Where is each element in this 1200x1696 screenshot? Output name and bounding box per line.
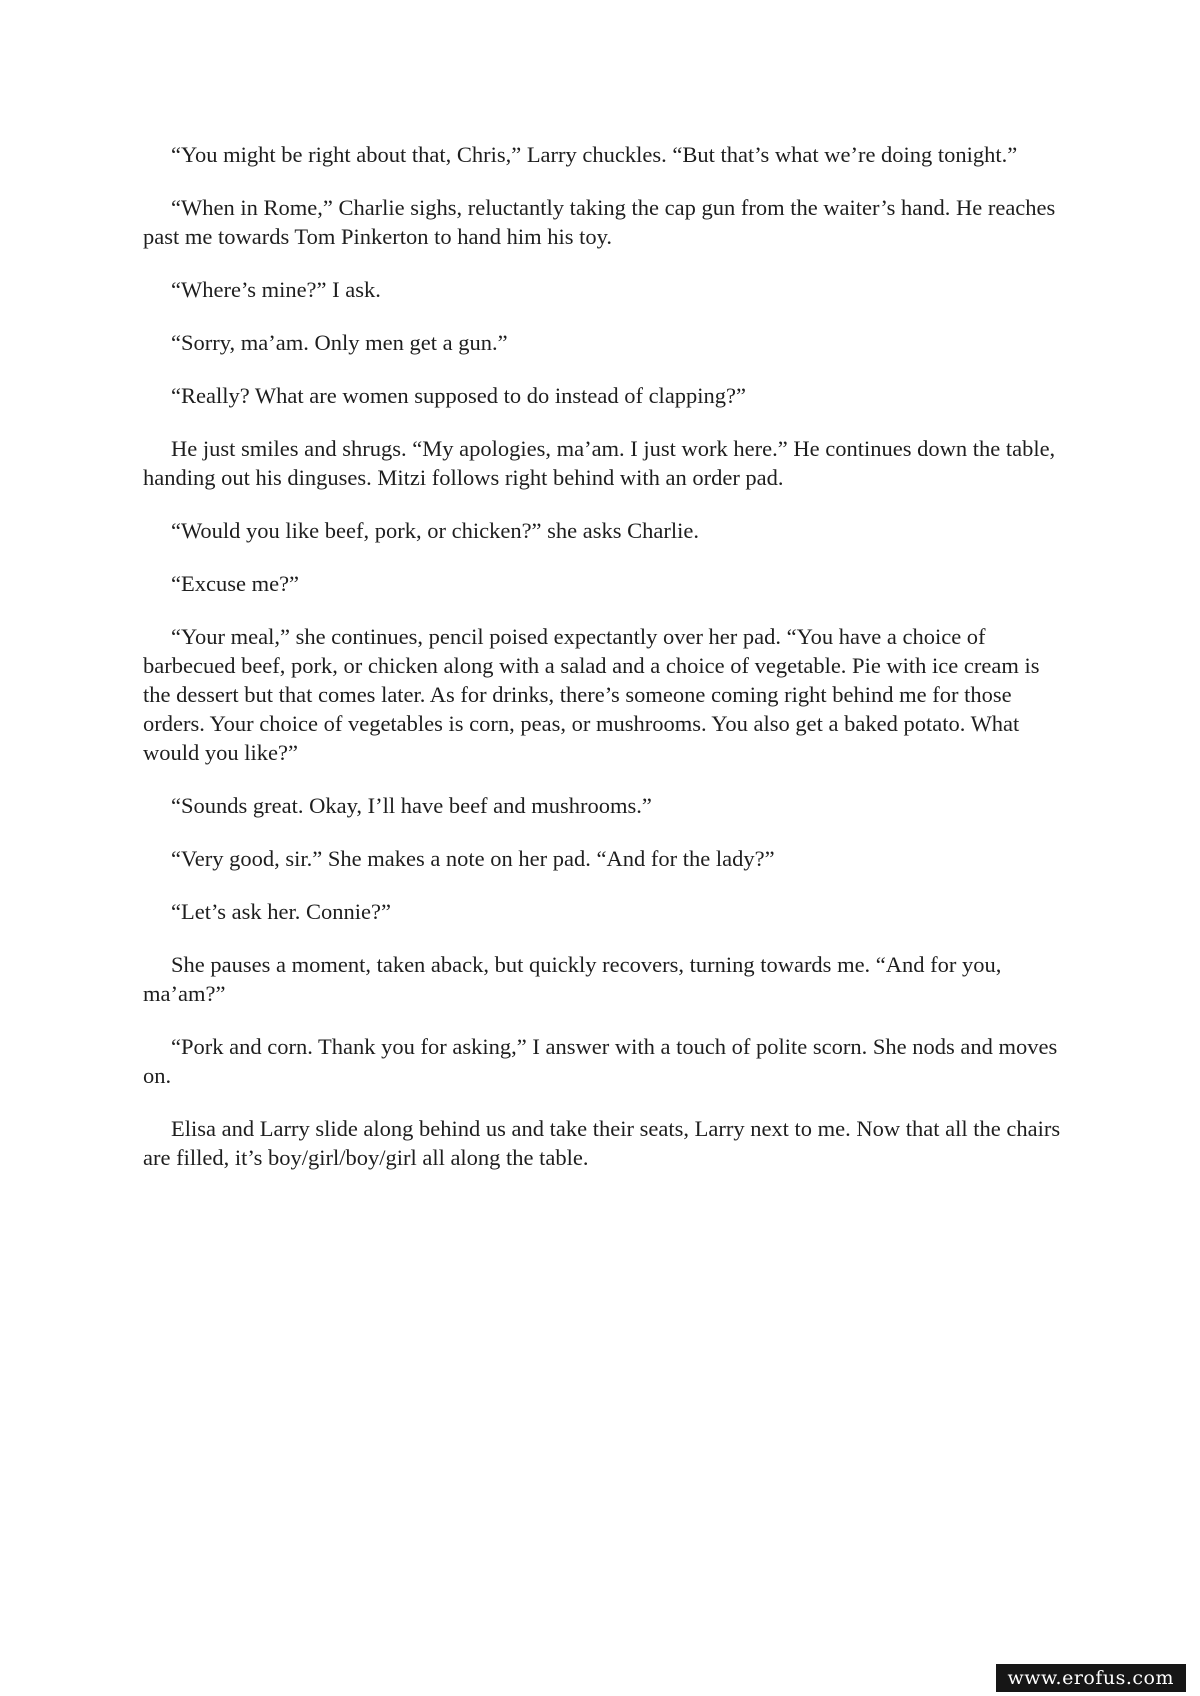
body-text [143,140,1063,1196]
paragraph: “Let’s ask her. Connie?” [171,899,391,924]
paragraph: “Where’s mine?” I ask. [171,277,381,302]
paragraph: “Pork and corn. Thank you for asking,” I answer with a touch of polite scorn. She nods and moves on. [143,1034,1058,1088]
paragraph: “Very good, sir.” She makes a note on her pad. “And for the lady?” [171,846,775,871]
site-watermark: www.erofus.com [996,1664,1187,1692]
paragraph: Elisa and Larry slide along behind us and take their seats, Larry next to me. Now that all the chairs are filled, it’s boy/girl/boy/girl all along the table. [143,1116,1061,1170]
paragraph: “When in Rome,” Charlie sighs, reluctantly taking the cap gun from the waiter’s hand. He reaches past me towards Tom Pinkerton to hand him his toy. [143,195,1056,249]
paragraph: “Excuse me?” [171,571,300,596]
paragraph: “Your meal,” she continues, pencil poised expectantly over her pad. “You have a choice of barbecued beef, pork, or chicken along with a salad and a choice of vegetable. Pie with ice cream is the dessert but that comes later. As for drinks, there’s someone coming right behind me for those orders. Your choice of vegetables is corn, peas, or mushrooms. You also get a baked potato. What would you like?” [143,624,1040,765]
paragraph: She pauses a moment, taken aback, but quickly recovers, turning towards me. “And for you, ma’am?” [143,952,1002,1006]
paragraph: “Sorry, ma’am. Only men get a gun.” [171,330,508,355]
paragraph: “Would you like beef, pork, or chicken?” she asks Charlie. [171,518,700,543]
paragraph: “Really? What are women supposed to do instead of clapping?” [171,383,747,408]
paragraph: “You might be right about that, Chris,” Larry chuckles. “But that’s what we’re doing tonight.” [171,142,1018,167]
paragraph: “Sounds great. Okay, I’ll have beef and mushrooms.” [171,793,652,818]
paragraph: He just smiles and shrugs. “My apologies, ma’am. I just work here.” He continues down the table, handing out his dinguses. Mitzi follows right behind with an order pad. [143,436,1056,490]
